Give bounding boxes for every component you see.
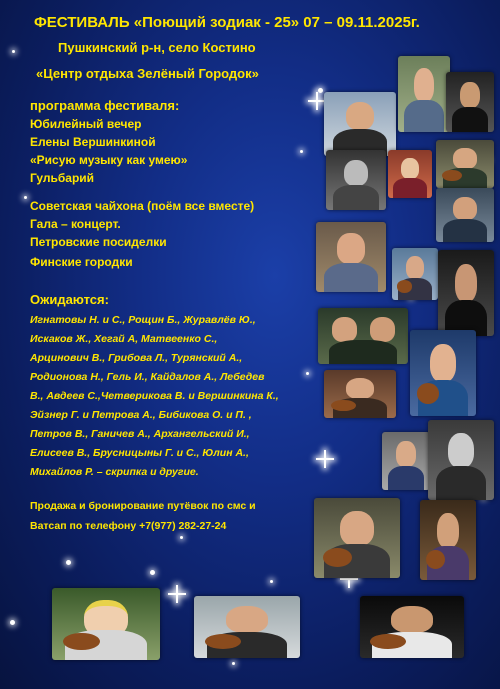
sale-info: Продажа и бронирование путёвок по смс и [30, 500, 256, 512]
performer-photo [446, 72, 494, 132]
expected-line: Искаков Ж., Хегай А, Матвеенко С., [30, 333, 218, 345]
program-heading: программа фестиваля: [30, 98, 180, 113]
program-item: Гульбарий [30, 171, 95, 185]
program-item: «Рисую музыку как умею» [30, 153, 188, 167]
performer-photo [388, 150, 432, 198]
expected-heading: Ожидаются: [30, 292, 109, 307]
program-item: Гала – концерт. [30, 217, 121, 231]
performer-photo [438, 250, 494, 336]
program-item: Юбилейный вечер [30, 117, 142, 131]
expected-line: Эйзнер Г. и Петрова А., Бибикова О. и П. , [30, 409, 252, 421]
performer-photo [316, 222, 386, 292]
festival-title: ФЕСТИВАЛЬ «Поющий зодиак - 25» 07 – 09.11.2025г. [34, 14, 420, 31]
expected-line: Михайлов Р. – скрипка и другие. [30, 466, 199, 478]
performer-photo [52, 588, 160, 660]
expected-list [30, 311, 279, 482]
sale-phone: Ватсап по телефону +7(977) 282-27-24 [30, 520, 227, 532]
expected-line: Родионова Н., Гель И., Кайдалов А., Лебедев [30, 371, 265, 383]
performer-photo [326, 150, 386, 210]
program-item: Петровские посиделки [30, 235, 167, 249]
expected-line: В., Авдеев С.,Четверикова В. и Вершинкина К., [30, 390, 279, 402]
festival-location: Пушкинский р-н, село Костино [58, 40, 256, 55]
performer-photo [194, 596, 300, 658]
expected-line: Арцинович В., Грибова Л., Турянский А., [30, 352, 243, 364]
performer-photo [392, 248, 438, 300]
performer-photo [318, 308, 408, 364]
expected-line: Игнатовы Н. и С., Рощин Б., Журавлёв Ю., [30, 314, 256, 326]
program-item: Советская чайхона (поём все вместе) [30, 199, 255, 213]
performer-photo [420, 500, 476, 580]
expected-line: Петров В., Ганичев А., Архангельский И., [30, 428, 250, 440]
performer-photo [324, 92, 396, 156]
program-item: Елены Вершинкиной [30, 135, 156, 149]
performer-photo [398, 56, 450, 132]
performer-photo [382, 432, 430, 490]
festival-venue: «Центр отдыха Зелёный Городок» [36, 66, 259, 81]
performer-photo [428, 420, 494, 500]
performer-photo [436, 188, 494, 242]
expected-line: Елисеев В., Брусницыны Г. и С., Юлин А., [30, 447, 249, 459]
performer-photo [314, 498, 400, 578]
program-item: Финские городки [30, 255, 133, 269]
performer-photo [436, 140, 494, 188]
performer-photo [360, 596, 464, 658]
performer-photo [410, 330, 476, 416]
performer-photo [324, 370, 396, 418]
